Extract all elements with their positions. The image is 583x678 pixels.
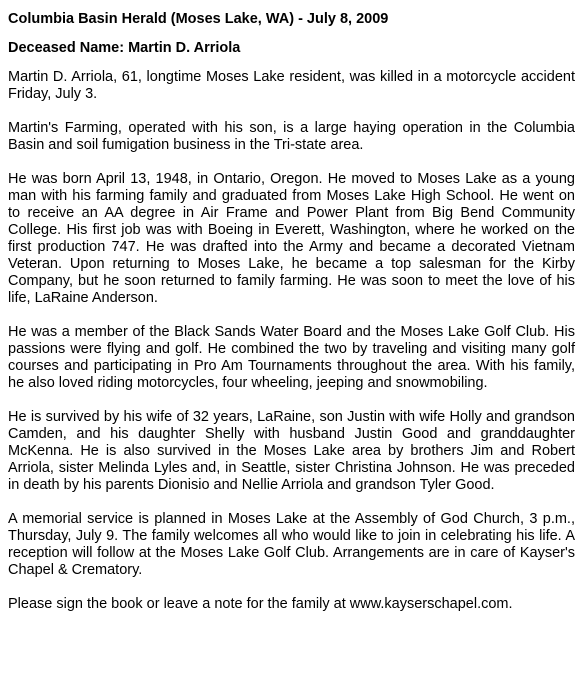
paragraph-memorial: A memorial service is planned in Moses Lake at the Assembly of God Church, 3 p.m., Thursday, July 9. The family welcomes all who would like to join in celebrating his life. A reception will follow at the Moses Lake Golf Club. Arrangements are in care of Kayser's Chapel & Crematory. [8, 511, 575, 578]
paragraph-guestbook: Please sign the book or leave a note for the family at www.kayserschapel.com. [8, 596, 513, 612]
deceased-name-heading: Deceased Name: Martin D. Arriola [8, 40, 241, 56]
source-line: Columbia Basin Herald (Moses Lake, WA) - July 8, 2009 [8, 11, 389, 27]
obituary-body [8, 69, 575, 613]
paragraph-business: Martin's Farming, operated with his son, is a large haying operation in the Columbia Basin and soil fumigation business in the Tri-state area. [8, 120, 575, 153]
paragraph-survivors: He is survived by his wife of 32 years, LaRaine, son Justin with wife Holly and grandson Camden, and his daughter Shelly with husband Justin Good and granddaughter McKenna. He is also survived in the Moses Lake area by brothers Jim and Robert Arriola, sister Melinda Lyles and, in Seattle, sister Christina Johnson. He was preceded in death by his parents Dionisio and Nellie Arriola and grandson Tyler Good. [8, 409, 575, 493]
paragraph-biography: He was born April 13, 1948, in Ontario, Oregon. He moved to Moses Lake as a young man with his farming family and graduated from Moses Lake High School. He went on to receive an AA degree in Air Frame and Power Plant from Big Bend Community College. His first job was with Boeing in Everett, Washington, where he worked on the first production 747. He was drafted into the Army and became a decorated Vietnam Veteran. Upon returning to Moses Lake, he became a top salesman for the Kirby Company, but he soon returned to family farming. He was soon to meet the love of his life, LaRaine Anderson. [8, 171, 575, 306]
paragraph-interests: He was a member of the Black Sands Water Board and the Moses Lake Golf Club. His passions were flying and golf. He combined the two by traveling and visiting many golf courses and participating in Pro Am Tournaments throughout the area. With his family, he also loved riding motorcycles, four wheeling, jeeping and snowmobiling. [8, 324, 575, 391]
paragraph-announcement: Martin D. Arriola, 61, longtime Moses Lake resident, was killed in a motorcycle accident Friday, July 3. [8, 69, 575, 102]
